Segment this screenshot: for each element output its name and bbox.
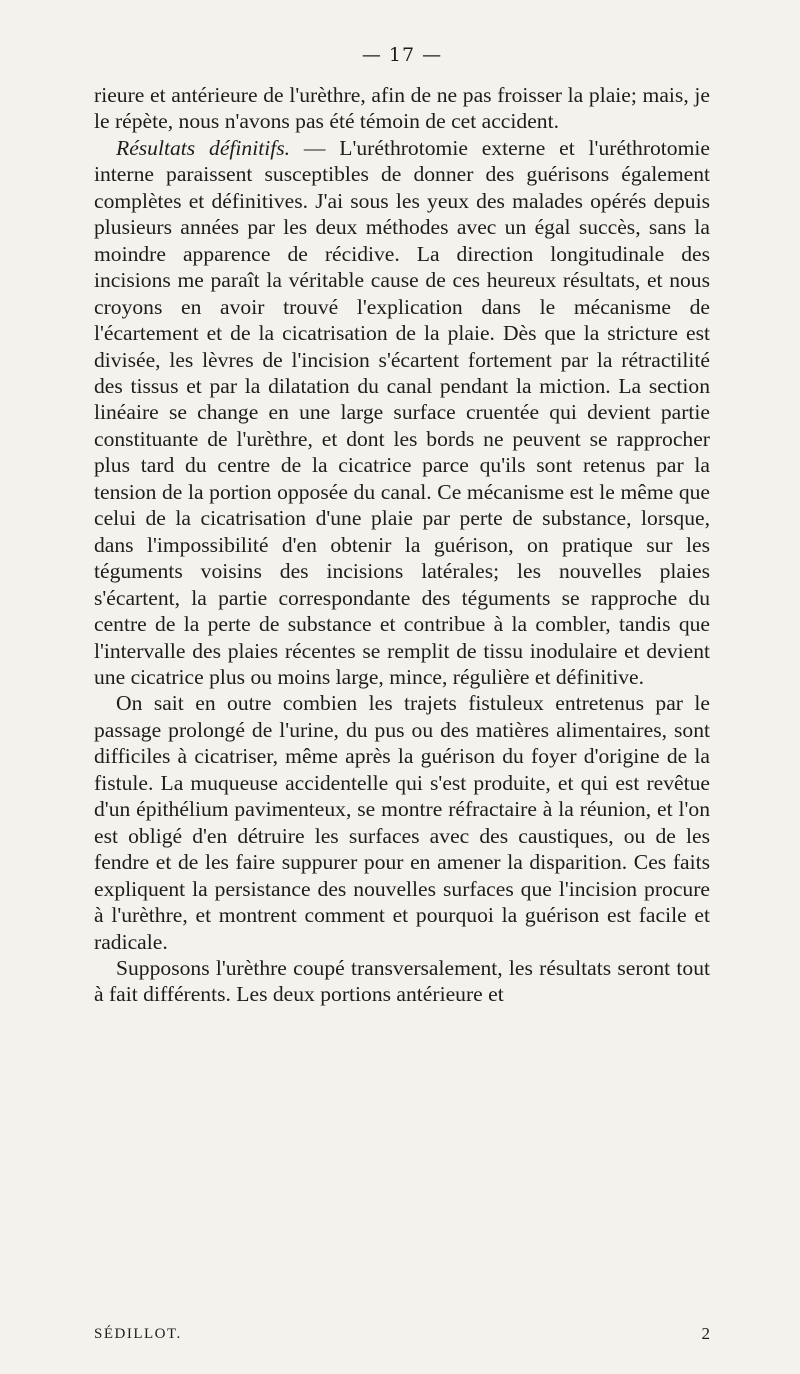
paragraph-text: On sait en outre combien les trajets fistuleux entretenus par le passage prolongé de l'urine, du pus ou des matières alimentaires, sont difficiles à cicatriser, même après la guérison du foyer d'origine de la fistule. La muqueuse accidentelle qui s'est produite, et qui est revêtue d'un épithélium pavimenteux, se montre réfractaire à la réunion, et l'on est obligé d'en détruire les surfaces avec des caustiques, ou de les fendre et de les faire suppurer pour en amener la disparition. Ces faits expliquent la persistance des nouvelles surfaces que l'incision procure à l'urèthre, et montrent comment et pourquoi la guérison est facile et radicale.: [94, 691, 710, 954]
book-page: [94, 40, 710, 1343]
signature-mark: SÉDILLOT.: [94, 1326, 182, 1342]
paragraph-resultats: [94, 135, 710, 691]
paragraph-continuation: [94, 82, 710, 135]
paragraph-supposons: [94, 955, 710, 1008]
paragraph-text: rieure et antérieure de l'urèthre, afin de ne pas froisser la plaie; mais, je le répète, nous n'avons pas été témoin de cet accident.: [94, 83, 710, 134]
paragraph-text: — L'uréthrotomie externe et l'uréthrotomie interne paraissent susceptibles de donner des guérisons également complètes et définitives. J'ai sous les yeux des malades opérés depuis plusieurs années par les deux méthodes avec un égal succès, sans la moindre apparence de récidive. La direction longitudinale des incisions me paraît la véritable cause de ces heureux résultats, et nous croyons en avoir trouvé l'explication dans le mécanisme de l'écartement et de la cicatrisation de la plaie. Dès que la stricture est divisée, les lèvres de l'incision s'écartent fortement par la rétractilité des tissus et par la dilatation du canal pendant la miction. La section linéaire se change en une large surface cruentée qui devient partie constituante de l'urèthre, et dont les bords ne peuvent se rapprocher plus tard du centre de la cicatrice parce qu'ils sont retenus par la tension de la portion opposée du canal. Ce mécanisme est le même que celui de la cicatrisation d'une plaie par perte de substance, lorsque, dans l'impossibilité d'en obtenir la guérison, on pratique sur les téguments voisins des incisions latérales; les nouvelles plaies s'écartent, la partie correspondante des téguments se rapproche du centre de la perte de substance et contribue à la combler, tandis que l'intervalle des plaies récentes se remplit de tissu inodulaire et devient une cicatrice plus ou moins large, mince, régulière et définitive.: [94, 135, 710, 689]
signature-number: 2: [701, 1324, 710, 1343]
paragraph-text: Supposons l'urèthre coupé transversalement, les résultats seront tout à fait différents. Les deux portions antérieure et: [94, 955, 710, 1007]
paragraph-fistules: [94, 690, 710, 955]
page-footer: [94, 1323, 710, 1345]
page-number: — 17 —: [361, 44, 443, 66]
body-text: [94, 82, 710, 1008]
section-heading: Résultats définitifs.: [116, 135, 290, 160]
